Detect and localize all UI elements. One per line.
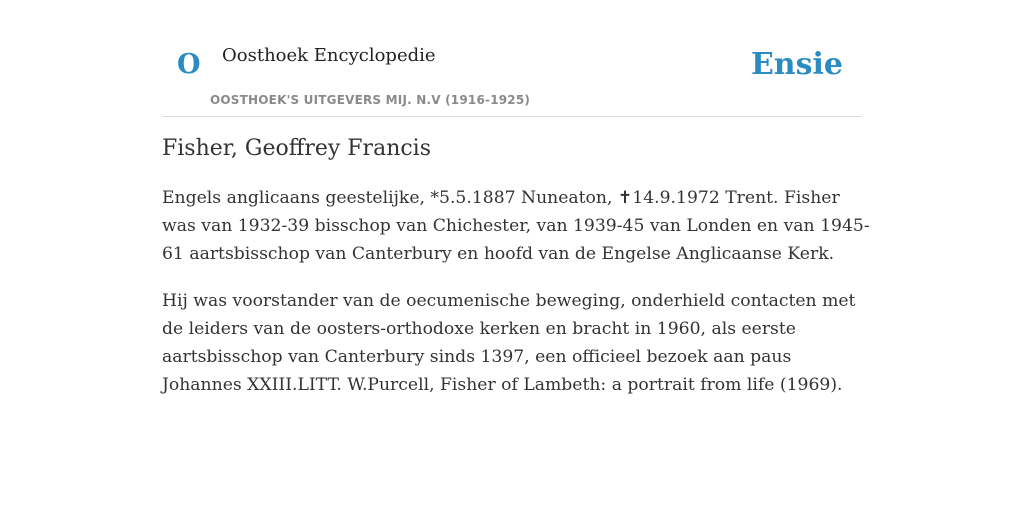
- article-content: [162, 136, 872, 418]
- ensie-logo-link[interactable]: Ensie: [750, 47, 843, 82]
- article-paragraph-2: Hij was voorstander van de oecumenische beweging, onderhield contacten met de leiders van de oosters-orthodoxe kerken en bracht in 1960, als eerste aartsbisschop van Canterbury sinds 1397, een officieel bezoek aan paus Johannes XXIII.LITT. W.Purcell, Fisher of Lambeth: a portrait from life (1969).: [162, 291, 856, 396]
- source-logo: O: [177, 49, 201, 80]
- article-paragraph-1: Engels anglicaans geestelijke, *5.5.1887 Nuneaton, ✝14.9.1972 Trent. Fisher was van 1932-39 bisschop van Chichester, van 1939-45 van Londen en van 1945-61 aartsbisschop van Canterbury en hoofd van de Engelse Anglicaanse Kerk.: [162, 188, 870, 265]
- source-header: [162, 0, 862, 117]
- publisher-label: OOSTHOEK'S UITGEVERS MIJ. N.V (1916-1925): [210, 93, 531, 107]
- source-title[interactable]: Oosthoek Encyclopedie: [222, 45, 436, 66]
- article-title: Fisher, Geoffrey Francis: [162, 136, 432, 161]
